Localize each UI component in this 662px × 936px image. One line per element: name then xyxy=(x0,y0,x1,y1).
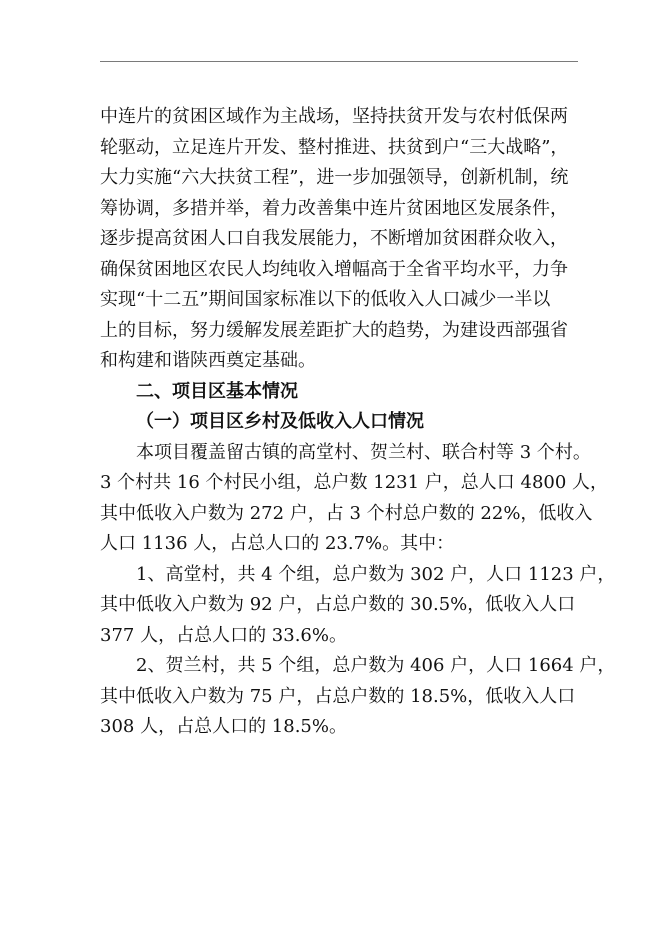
paragraph-line: 轮驱动，立足连片开发、整村推进、扶贫到户“三大战略”， xyxy=(100,136,569,158)
section-heading: （一）项目区乡村及低收入人口情况 xyxy=(136,411,424,432)
paragraph-line: 308 人，占总人口的 18.5%。 xyxy=(100,716,347,737)
paragraph-line: 人口 1136 人，占总人口的 23.7%。其中： xyxy=(100,533,455,554)
paragraph-line: 1、高堂村，共 4 个组，总户数为 302 户，人口 1123 户， xyxy=(136,563,616,585)
paragraph-line: 本项目覆盖留古镇的高堂村、贺兰村、联合村等 3 个村。 xyxy=(136,441,591,463)
section-heading: 二、项目区基本情况 xyxy=(136,380,298,402)
paragraph-line: 其中低收入户数为 92 户，占总户数的 30.5%，低收入人口 xyxy=(100,594,576,615)
paragraph-line: 中连片的贫困区域作为主战场，坚持扶贫开发与农村低保两 xyxy=(100,106,568,127)
paragraph-line: 和构建和谐陕西奠定基础。 xyxy=(100,350,316,371)
paragraph-line: 上的目标，努力缓解发展差距扩大的趋势，为建设西部强省 xyxy=(100,319,568,341)
paragraph-line: 实现“十二五”期间国家标准以下的低收入人口减少一半以 xyxy=(100,289,551,310)
paragraph-line: 377 人，占总人口的 33.6%。 xyxy=(100,624,347,646)
paragraph-line: 确保贫困地区农民人均纯收入增幅高于全省平均水平，力争 xyxy=(100,258,568,280)
paragraph-line: 3 个村共 16 个村民小组，总户数 1231 户，总人口 4800 人， xyxy=(100,472,609,493)
paragraph-line: 2、贺兰村，共 5 个组，总户数为 406 户，人口 1664 户， xyxy=(136,655,616,676)
header-divider xyxy=(100,61,578,62)
paragraph-line: 其中低收入户数为 272 户，占 3 个村总户数的 22%，低收入 xyxy=(100,502,593,524)
paragraph-line: 筹协调，多措并举，着力改善集中连片贫困地区发展条件， xyxy=(100,197,568,219)
paragraph-line: 逐步提高贫困人口自我发展能力，不断增加贫困群众收入， xyxy=(100,228,568,249)
document-body xyxy=(100,102,616,743)
paragraph-line: 其中低收入户数为 75 户，占总户数的 18.5%，低收入人口 xyxy=(100,685,576,707)
paragraph-line: 大力实施“六大扶贫工程”，进一步加强领导，创新机制，统 xyxy=(100,167,569,188)
